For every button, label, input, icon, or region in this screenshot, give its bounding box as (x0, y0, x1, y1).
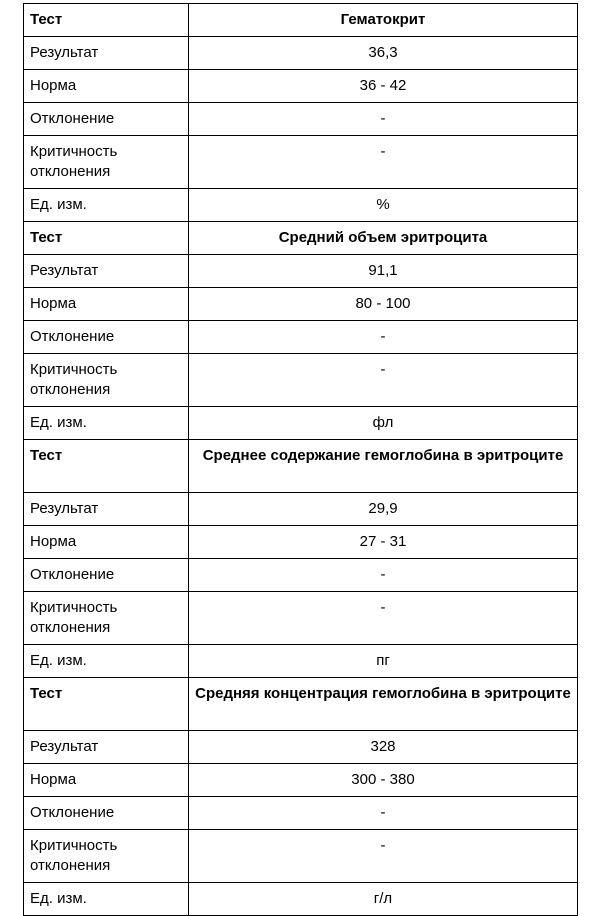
result-row (24, 255, 578, 288)
test-label: Тест (24, 4, 189, 37)
deviation-value: - (189, 559, 578, 592)
unit-label: Ед. изм. (24, 189, 189, 222)
result-label: Результат (24, 731, 189, 764)
unit-value: % (189, 189, 578, 222)
unit-value: фл (189, 407, 578, 440)
test-header-row (24, 678, 578, 731)
test-name: Гематокрит (189, 4, 578, 37)
result-label: Результат (24, 493, 189, 526)
criticality-value: - (189, 592, 578, 645)
norm-value: 27 - 31 (189, 526, 578, 559)
result-row (24, 731, 578, 764)
test-name: Средний объем эритроцита (189, 222, 578, 255)
norm-value: 36 - 42 (189, 70, 578, 103)
norm-value: 80 - 100 (189, 288, 578, 321)
deviation-row (24, 321, 578, 354)
unit-row (24, 645, 578, 678)
criticality-value: - (189, 354, 578, 407)
norm-row (24, 70, 578, 103)
test-name: Средняя концентрация гемоглобина в эритроците (189, 678, 578, 731)
criticality-label: Критичность отклонения (24, 592, 189, 645)
unit-row (24, 189, 578, 222)
deviation-row (24, 103, 578, 136)
deviation-value: - (189, 103, 578, 136)
unit-label: Ед. изм. (24, 407, 189, 440)
test-header-row (24, 440, 578, 493)
result-value: 36,3 (189, 37, 578, 70)
test-label: Тест (24, 222, 189, 255)
result-row (24, 493, 578, 526)
result-value: 29,9 (189, 493, 578, 526)
results-table (23, 3, 578, 916)
norm-label: Норма (24, 288, 189, 321)
unit-value: г/л (189, 883, 578, 916)
norm-row (24, 288, 578, 321)
unit-row (24, 407, 578, 440)
test-header-row (24, 4, 578, 37)
criticality-value: - (189, 830, 578, 883)
unit-row (24, 883, 578, 916)
result-value: 91,1 (189, 255, 578, 288)
test-name: Среднее содержание гемоглобина в эритроците (189, 440, 578, 493)
deviation-value: - (189, 797, 578, 830)
unit-value: пг (189, 645, 578, 678)
criticality-row (24, 354, 578, 407)
test-header-row (24, 222, 578, 255)
norm-label: Норма (24, 70, 189, 103)
unit-label: Ед. изм. (24, 883, 189, 916)
deviation-label: Отклонение (24, 321, 189, 354)
deviation-label: Отклонение (24, 559, 189, 592)
criticality-row (24, 592, 578, 645)
result-label: Результат (24, 255, 189, 288)
deviation-label: Отклонение (24, 797, 189, 830)
test-label: Тест (24, 440, 189, 493)
norm-label: Норма (24, 764, 189, 797)
criticality-row (24, 830, 578, 883)
deviation-label: Отклонение (24, 103, 189, 136)
criticality-value: - (189, 136, 578, 189)
unit-label: Ед. изм. (24, 645, 189, 678)
test-label: Тест (24, 678, 189, 731)
deviation-value: - (189, 321, 578, 354)
result-label: Результат (24, 37, 189, 70)
norm-label: Норма (24, 526, 189, 559)
norm-value: 300 - 380 (189, 764, 578, 797)
deviation-row (24, 559, 578, 592)
result-value: 328 (189, 731, 578, 764)
criticality-label: Критичность отклонения (24, 354, 189, 407)
results-table-container (23, 3, 577, 916)
norm-row (24, 526, 578, 559)
criticality-label: Критичность отклонения (24, 830, 189, 883)
criticality-row (24, 136, 578, 189)
result-row (24, 37, 578, 70)
criticality-label: Критичность отклонения (24, 136, 189, 189)
deviation-row (24, 797, 578, 830)
norm-row (24, 764, 578, 797)
